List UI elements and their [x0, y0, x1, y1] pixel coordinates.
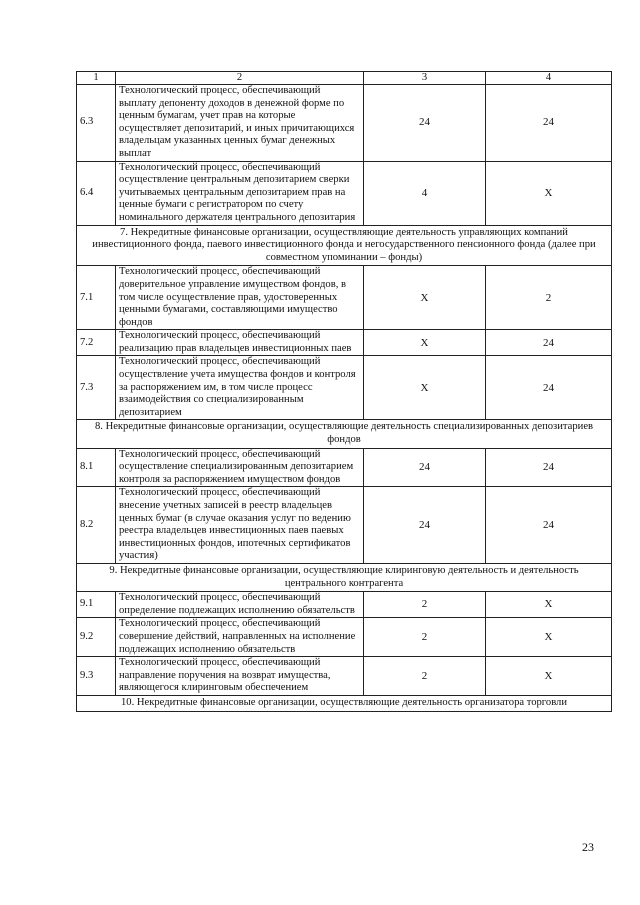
process-description: Технологический процесс, обеспечивающий осуществление специализированным депозитарием контроля за распоряжением имуществом фондов: [116, 448, 364, 487]
item-number: 6.4: [77, 161, 116, 225]
value-column-3: 2: [364, 657, 486, 696]
value-column-4: 24: [486, 448, 612, 487]
table-row: [77, 356, 612, 420]
page-number: 23: [582, 840, 594, 854]
value-column-3: 24: [364, 487, 486, 564]
table-row: [77, 161, 612, 225]
item-number: 9.1: [77, 592, 116, 618]
value-column-4: X: [486, 657, 612, 696]
value-column-3: 2: [364, 618, 486, 657]
process-description: Технологический процесс, обеспечивающий определение подлежащих исполнению обязательств: [116, 592, 364, 618]
value-column-4: 24: [486, 330, 612, 356]
column-number-2: 2: [116, 72, 364, 85]
process-description: Технологический процесс, обеспечивающий направление поручения на возврат имущества, являющегося клиринговым обеспечением: [116, 657, 364, 696]
process-table: [76, 71, 612, 712]
value-column-3: 24: [364, 85, 486, 162]
process-description: Технологический процесс, обеспечивающий осуществление учета имущества фондов и контроля за распоряжением им, в том числе процесс взаимодействия со специализированным депозитарием: [116, 356, 364, 420]
process-description: Технологический процесс, обеспечивающий реализацию прав владельцев инвестиционных паев: [116, 330, 364, 356]
value-column-3: 24: [364, 448, 486, 487]
value-column-3: 2: [364, 592, 486, 618]
table-row: [77, 85, 612, 162]
process-description: Технологический процесс, обеспечивающий доверительное управление имуществом фондов, в том числе осуществление прав, удостоверенных ценными бумагами, составляющими имущество фондов: [116, 266, 364, 330]
section-heading: 9. Некредитные финансовые организации, осуществляющие клиринговую деятельность и деятельность центрального контрагента: [77, 563, 612, 591]
section-heading-row: [77, 225, 612, 266]
table-row: [77, 592, 612, 618]
section-heading-row: [77, 563, 612, 591]
item-number: 9.2: [77, 618, 116, 657]
section-heading: 8. Некредитные финансовые организации, осуществляющие деятельность специализированных депозитариев фондов: [77, 420, 612, 448]
process-description: Технологический процесс, обеспечивающий осуществление центральным депозитарием сверки учитываемых центральным депозитарием прав на ценные бумаги с регистратором по счету номинального держателя центрального депозитария: [116, 161, 364, 225]
item-number: 7.1: [77, 266, 116, 330]
value-column-3: X: [364, 266, 486, 330]
value-column-4: 24: [486, 487, 612, 564]
value-column-4: X: [486, 592, 612, 618]
process-description: Технологический процесс, обеспечивающий совершение действий, направленных на исполнение подлежащих исполнению обязательств: [116, 618, 364, 657]
item-number: 7.2: [77, 330, 116, 356]
item-number: 8.1: [77, 448, 116, 487]
value-column-4: X: [486, 161, 612, 225]
column-number-3: 3: [364, 72, 486, 85]
column-number-4: 4: [486, 72, 612, 85]
table-row: [77, 618, 612, 657]
item-number: 6.3: [77, 85, 116, 162]
value-column-4: 2: [486, 266, 612, 330]
column-number-row: [77, 72, 612, 85]
item-number: 8.2: [77, 487, 116, 564]
process-description: Технологический процесс, обеспечивающий выплату депоненту доходов в денежной форме по ценным бумагам, учет прав на которые осуществляет депозитарий, и иных причитающихся владельцам указанных ценных бумаг денежных выплат: [116, 85, 364, 162]
value-column-4: 24: [486, 85, 612, 162]
table-row: [77, 330, 612, 356]
table-row: [77, 266, 612, 330]
value-column-4: X: [486, 618, 612, 657]
table-row: [77, 657, 612, 696]
value-column-3: X: [364, 330, 486, 356]
value-column-3: X: [364, 356, 486, 420]
column-number-1: 1: [77, 72, 116, 85]
table-row: [77, 448, 612, 487]
value-column-4: 24: [486, 356, 612, 420]
section-heading: 10. Некредитные финансовые организации, осуществляющие деятельность организатора торговли: [77, 695, 612, 711]
value-column-3: 4: [364, 161, 486, 225]
section-heading: 7. Некредитные финансовые организации, осуществляющие деятельность управляющих компаний инвестиционного фонда, паевого инвестиционного фонда и негосударственного пенсионного фонда (далее при совместном упоминании – фонды): [77, 225, 612, 266]
item-number: 9.3: [77, 657, 116, 696]
section-heading-row: [77, 420, 612, 448]
item-number: 7.3: [77, 356, 116, 420]
table-body: [77, 72, 612, 712]
process-description: Технологический процесс, обеспечивающий внесение учетных записей в реестр владельцев ценных бумаг (в случае оказания услуг по ведению реестра владельцев инвестиционных паев паевых инвестиционных фондов, ипотечных сертификатов участия): [116, 487, 364, 564]
table-row: [77, 487, 612, 564]
section-heading-row: [77, 695, 612, 711]
